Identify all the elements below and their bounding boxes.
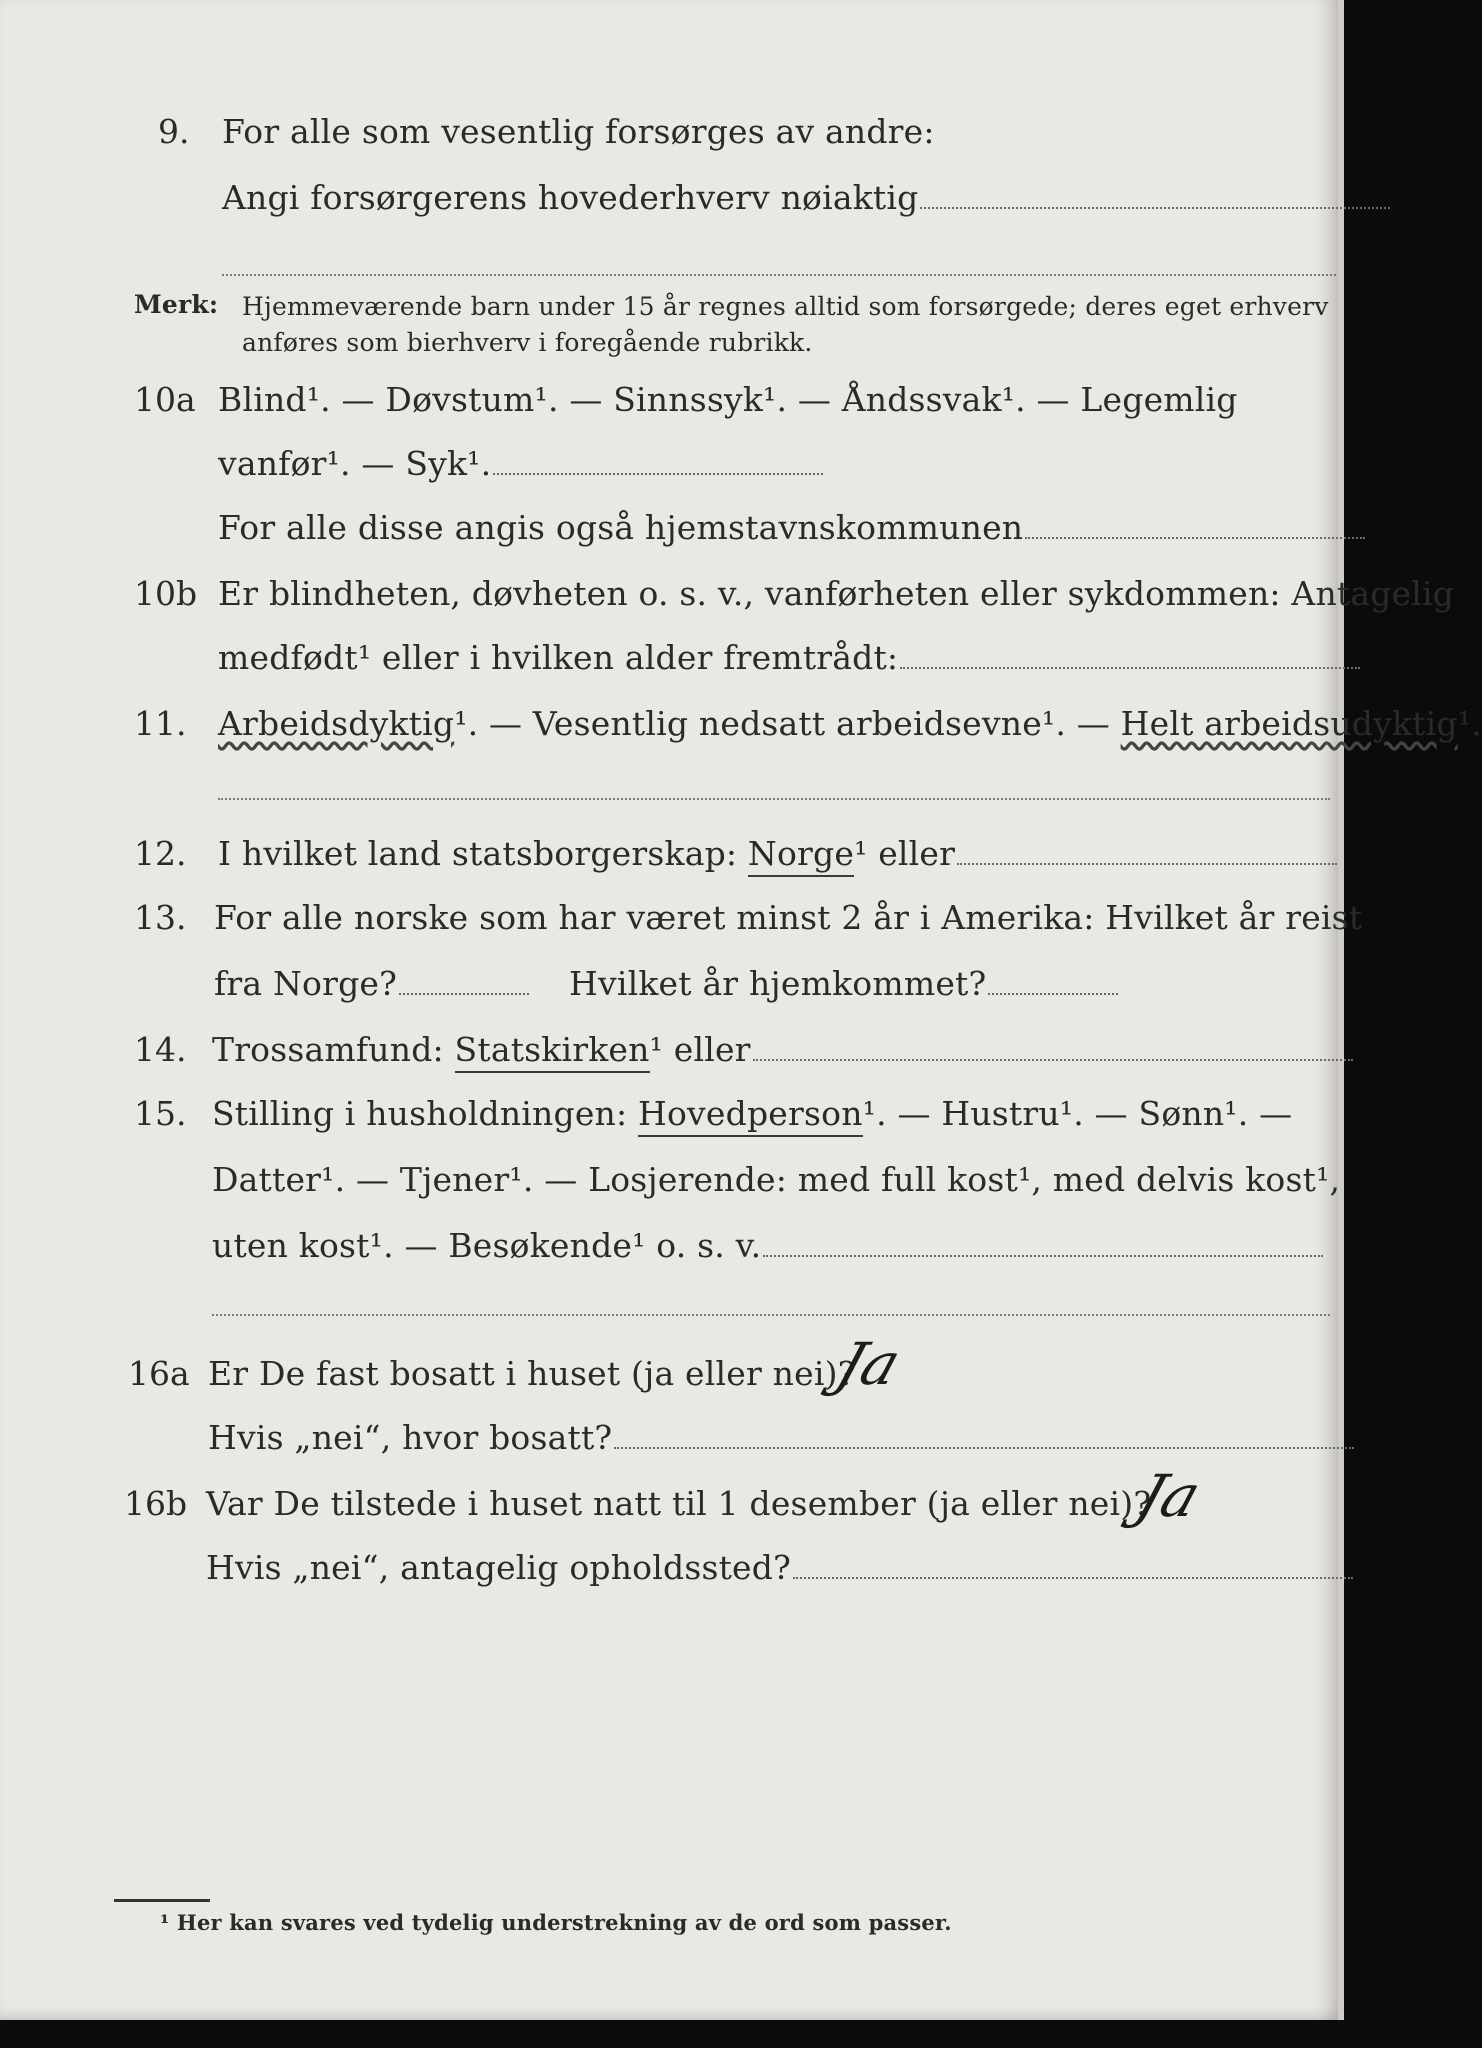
- q11-option-unable[interactable]: Helt arbeidsudyktig: [1120, 704, 1458, 743]
- q12-text: I hvilket land statsborgerskap:: [218, 834, 748, 873]
- q15-answer-field[interactable]: [763, 1254, 1323, 1257]
- q14-number: 14.: [134, 1030, 187, 1069]
- q11-end-text: ¹.: [1457, 704, 1482, 743]
- q15-line3: [212, 1226, 1323, 1265]
- q16a-number: 16a: [128, 1354, 190, 1393]
- q14-text: Trossamfund:: [212, 1030, 455, 1069]
- q12-post-text: ¹ eller: [854, 834, 956, 873]
- q10b-line2: [218, 638, 1360, 677]
- q16a-line2: [208, 1418, 1354, 1457]
- q16a-handwritten-answer[interactable]: Ja: [828, 1330, 909, 1398]
- q16b-line1: Var De tilstede i huset natt til 1 desember (ja eller nei)?: [206, 1484, 1152, 1523]
- q10a-line1: Blind¹. — Døvstum¹. — Sinnssyk¹. — Åndssvak¹. — Legemlig: [218, 380, 1238, 419]
- q16b-whereabouts-field[interactable]: [793, 1576, 1353, 1579]
- q10a-line2: [218, 444, 823, 483]
- q13-return-field[interactable]: [988, 992, 1118, 995]
- q12-option-norway[interactable]: Norge: [748, 834, 854, 877]
- q9-line2: [222, 178, 1390, 217]
- q16a-residence-field[interactable]: [614, 1446, 1354, 1449]
- q10b-number: 10b: [134, 574, 198, 613]
- q15-line2: Datter¹. — Tjener¹. — Losjerende: med full kost¹, med delvis kost¹,: [212, 1160, 1341, 1199]
- q15-text: Stilling i husholdningen:: [212, 1094, 639, 1133]
- q11-middle-text: ¹. — Vesentlig nedsatt arbeidsevne¹. —: [454, 704, 1121, 743]
- q10a-municipality-field[interactable]: [1025, 536, 1365, 539]
- q16b-line2: [206, 1548, 1353, 1587]
- q11-number: 11.: [134, 704, 187, 743]
- q13-departure-field[interactable]: [399, 992, 529, 995]
- q9-number: 9.: [158, 112, 190, 151]
- q16a-line1: Er De fast bosatt i huset (ja eller nei)?: [208, 1354, 856, 1393]
- q16b-number: 16b: [124, 1484, 188, 1523]
- q9-line1: For alle som vesentlig forsørges av andre:: [222, 112, 935, 151]
- q10a-number: 10a: [134, 380, 196, 419]
- q15-line1: [212, 1094, 1292, 1133]
- q9-answer-field[interactable]: [920, 206, 1390, 209]
- q13-number: 13.: [134, 898, 187, 937]
- q10a-line2-text: vanfør¹. — Syk¹.: [218, 444, 492, 483]
- q14-line: [212, 1030, 1353, 1069]
- q15-option-head[interactable]: Hovedperson: [638, 1094, 863, 1137]
- q13-line1: For alle norske som har været minst 2 år i Amerika: Hvilket år reist: [214, 898, 1363, 937]
- merk-line1: Hjemmeværende barn under 15 år regnes alltid som forsørgede; deres eget erhverv: [242, 292, 1329, 321]
- q11-option-able[interactable]: Arbeidsdyktig: [218, 704, 455, 743]
- footnote-divider: [114, 1899, 210, 1902]
- q13-return-text: Hvilket år hjemkommet?: [569, 964, 987, 1003]
- q10a-line3-text: For alle disse angis også hjemstavnskommunen: [218, 508, 1024, 547]
- merk-line2: anføres som bierhverv i foregående rubrikk.: [242, 328, 813, 357]
- q15-number: 15.: [134, 1094, 187, 1133]
- q12-answer-field[interactable]: [957, 862, 1337, 865]
- q14-post-text: ¹ eller: [649, 1030, 751, 1069]
- merk-label: Merk:: [134, 290, 219, 319]
- q12-line: [218, 834, 1337, 873]
- q16a-line2-text: Hvis „nei“, hvor bosatt?: [208, 1418, 613, 1457]
- q13-departure-text: fra Norge?: [214, 964, 398, 1003]
- q10a-line3: [218, 508, 1365, 547]
- q15-answer-line[interactable]: [212, 1314, 1330, 1316]
- q16b-handwritten-answer[interactable]: Ja: [1128, 1462, 1209, 1530]
- q10b-line2-text: medfødt¹ eller i hvilken alder fremtrådt:: [218, 638, 899, 677]
- q14-option-state-church[interactable]: Statskirken: [455, 1030, 650, 1073]
- q9-answer-line[interactable]: [222, 274, 1336, 276]
- footnote: ¹ Her kan svares ved tydelig understrekning av de ord som passer.: [160, 1910, 952, 1935]
- q13-line2: [214, 964, 1118, 1003]
- q14-answer-field[interactable]: [753, 1058, 1353, 1061]
- q12-number: 12.: [134, 834, 187, 873]
- q9-line2-text: Angi forsørgerens hovederhverv nøiaktig: [222, 178, 919, 217]
- q10b-line1: Er blindheten, døvheten o. s. v., vanførheten eller sykdommen: Antagelig: [218, 574, 1455, 613]
- q10a-sick-field[interactable]: [493, 472, 823, 475]
- q11-line: [218, 704, 1482, 743]
- q10b-answer-field[interactable]: [900, 666, 1360, 669]
- q11-answer-line[interactable]: [218, 798, 1330, 800]
- q16b-line2-text: Hvis „nei“, antagelig opholdssted?: [206, 1548, 791, 1587]
- q15-line3-text: uten kost¹. — Besøkende¹ o. s. v.: [212, 1226, 762, 1265]
- q15-line1-rest: ¹. — Hustru¹. — Sønn¹. —: [862, 1094, 1293, 1133]
